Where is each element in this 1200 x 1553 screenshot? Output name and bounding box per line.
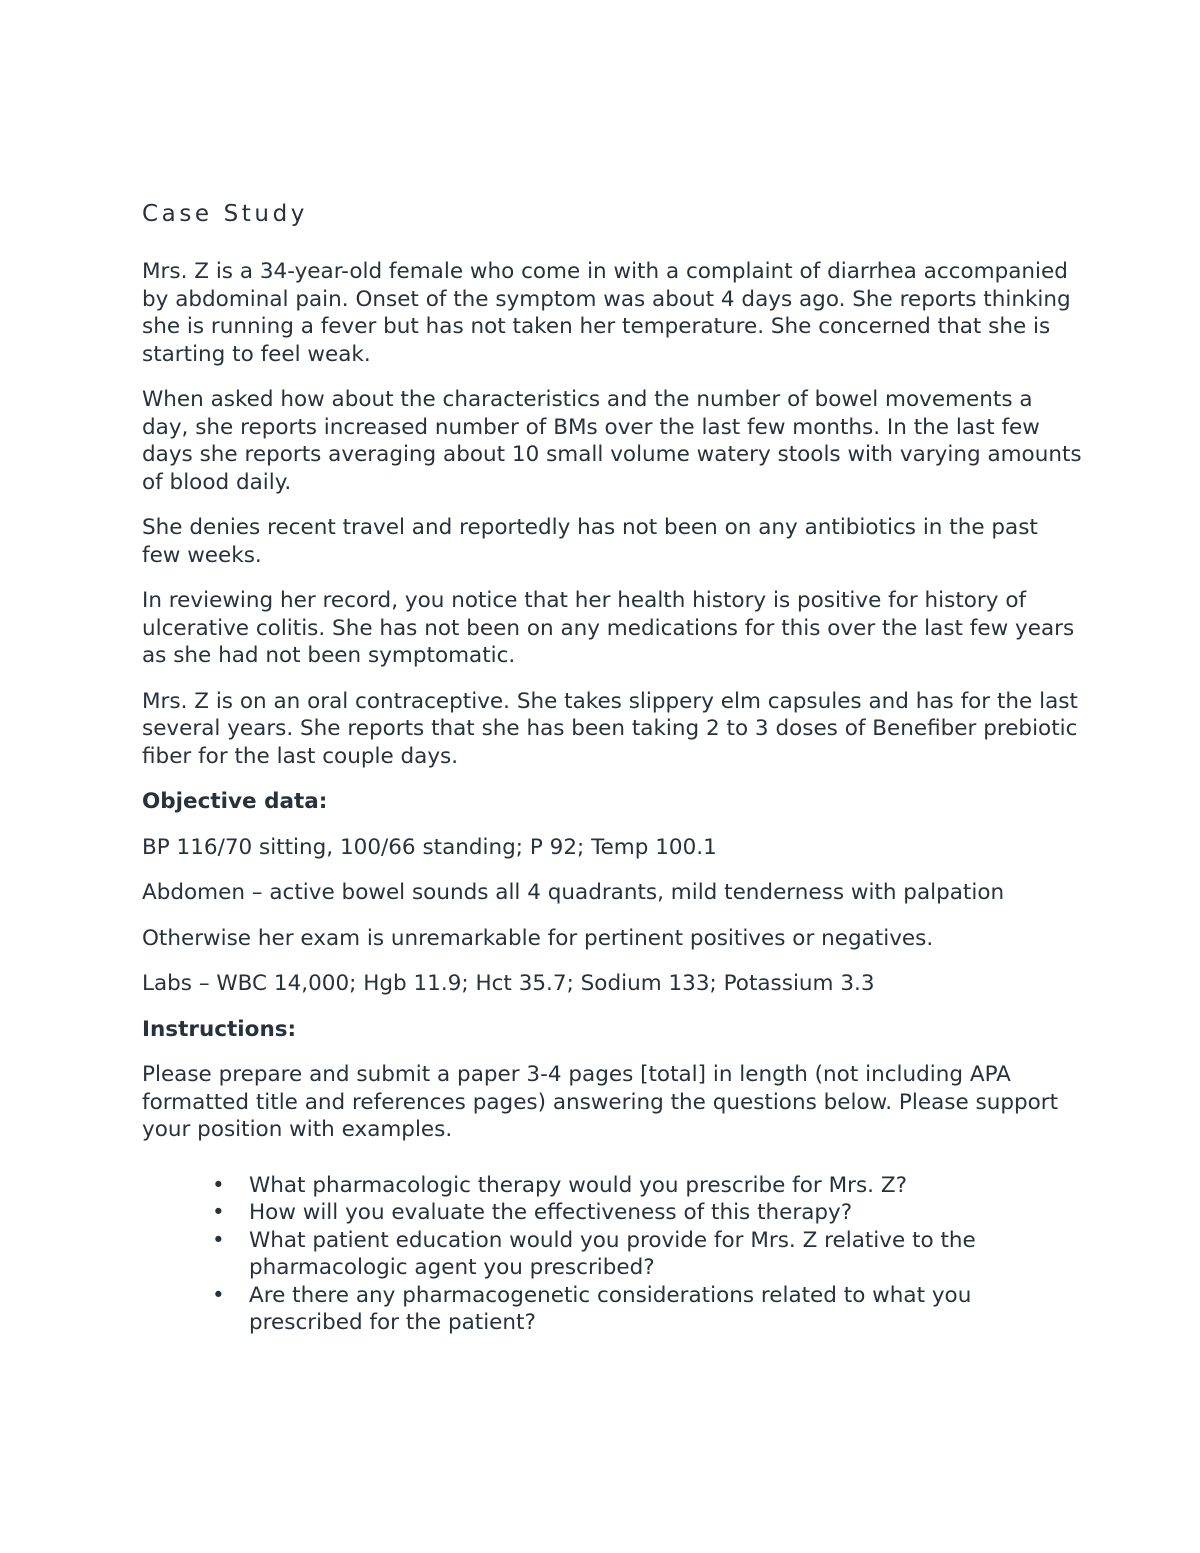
question-text: What pharmacologic therapy would you prescribe for Mrs. Z?	[249, 1172, 907, 1198]
question-item	[142, 1172, 1082, 1200]
case-paragraph-travel: She denies recent travel and reportedly has not been on any antibiotics in the past few weeks.	[142, 515, 1038, 568]
document-title: Case Study	[142, 201, 309, 227]
case-paragraph-bowel-movements: When asked how about the characteristics and the number of bowel movements a day, she reports increased number of BMs over the last few months. In the last few days she reports averaging about 10 small volume watery stools with varying amounts of blood daily.	[142, 387, 1082, 495]
bullet-icon: •	[212, 1172, 225, 1198]
question-item	[142, 1199, 1082, 1227]
objective-vitals: BP 116/70 sitting, 100/66 standing; P 92; Temp 100.1	[142, 834, 717, 860]
case-paragraph-medications: Mrs. Z is on an oral contraceptive. She takes slippery elm capsules and has for the last several years. She reports that she has been taking 2 to 3 doses of Benefiber prebiotic fiber for the last couple days.	[142, 688, 1078, 769]
case-paragraph-history: In reviewing her record, you notice that her health history is positive for history of ulcerative colitis. She has not been on any medications for this over the last few years as she had not been symptomatic.	[142, 588, 1075, 668]
objective-labs: Labs – WBC 14,000; Hgb 11.9; Hct 35.7; Sodium 133; Potassium 3.3	[142, 971, 875, 996]
question-item	[142, 1227, 1082, 1282]
objective-abdomen: Abdomen – active bowel sounds all 4 quadrants, mild tenderness with palpation	[142, 880, 1005, 905]
question-item	[142, 1282, 1082, 1337]
bullet-icon: •	[212, 1200, 225, 1225]
questions-list	[142, 1172, 1082, 1337]
question-text: How will you evaluate the effectiveness of this therapy?	[249, 1200, 853, 1225]
case-paragraph-presentation: Mrs. Z is a 34-year-old female who come in with a complaint of diarrhea accompanied by abdominal pain. Onset of the symptom was about 4 days ago. She reports thinking she is running a fever but has not taken her temperature. She concerned that she is starting to feel weak.	[142, 259, 1071, 367]
bullet-icon: •	[212, 1282, 225, 1308]
objective-exam: Otherwise her exam is unremarkable for pertinent positives or negatives.	[142, 925, 934, 951]
question-text: What patient education would you provide for Mrs. Z relative to the pharmacologic agent you prescribed?	[249, 1227, 976, 1280]
document-body	[142, 198, 1082, 1337]
bullet-icon: •	[212, 1227, 225, 1253]
instructions-heading: Instructions:	[142, 1016, 297, 1042]
instructions-text: Please prepare and submit a paper 3-4 pages [total] in length (not including APA formatted title and references pages) answering the questions below. Please support your position with examples.	[142, 1062, 1059, 1142]
objective-data-heading: Objective data:	[142, 789, 328, 814]
question-text: Are there any pharmacogenetic considerations related to what you prescribed for the patient?	[249, 1282, 972, 1335]
